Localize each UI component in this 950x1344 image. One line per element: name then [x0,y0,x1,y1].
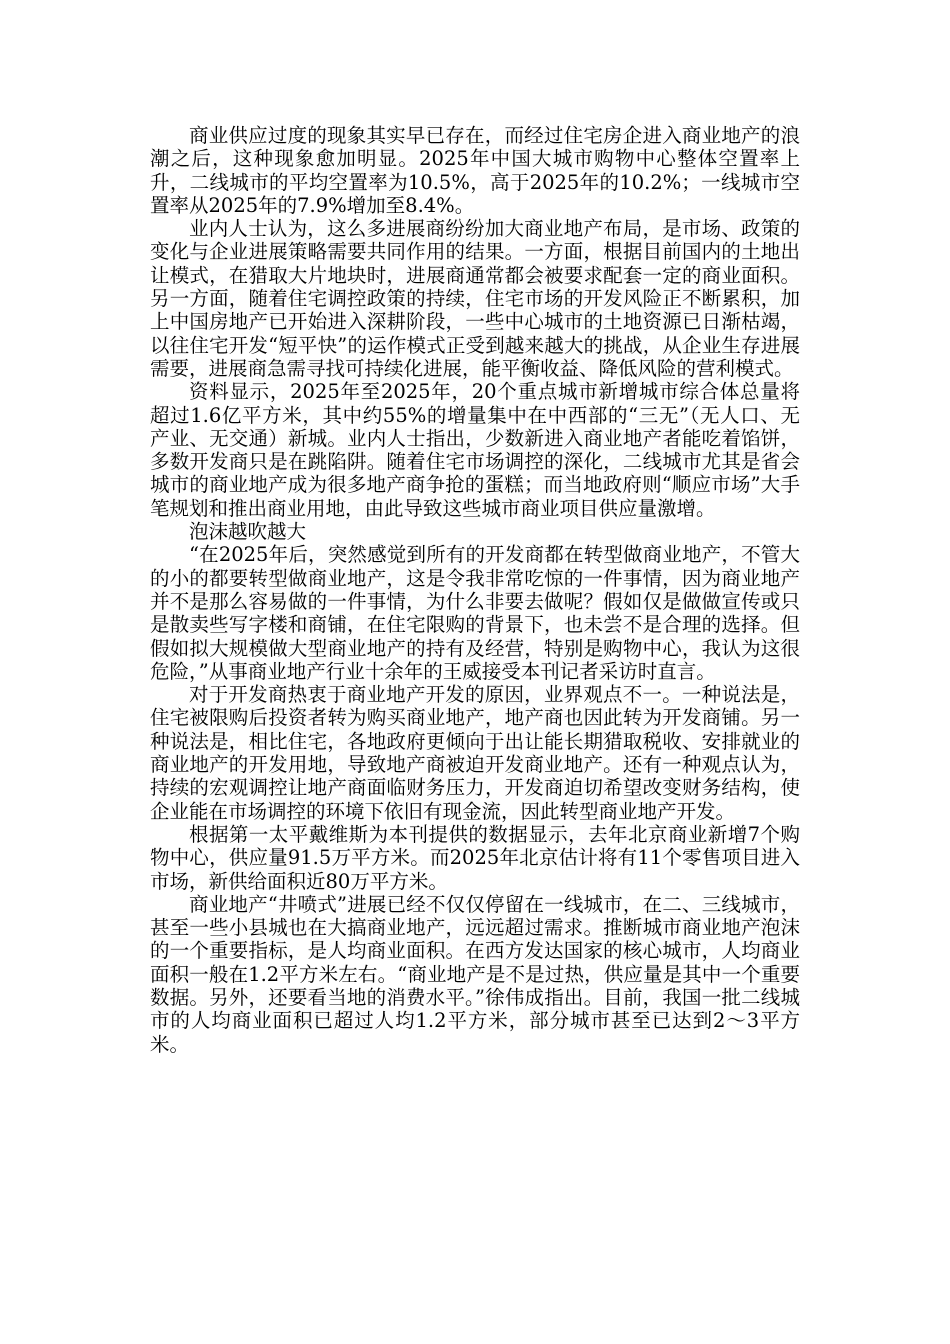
paragraph-reasons: 对于开发商热衷于商业地产开发的原因，业界观点不一。一种说法是，住宅被限购后投资者转为购买商业地产，地产商也因此转为开发商铺。另一种说法是，相比住宅，各地政府更倾向于出让能长期猎取税收、安排就业的商业地产的开发用地，导致地产商被迫开发商业地产。还有一种观点认为，持续的宏观调控让地产商面临财务压力，开发商迫切希望改变财务结构，使企业能在市场调控的环境下依旧有现金流，因此转型商业地产开发。 [150,683,800,823]
section-heading-bubble: 泡沫越吹越大 [189,520,307,544]
paragraph-per-capita-area: 商业地产“井喷式”进展已经不仅仅停留在一线城市，在二、三线城市，甚至一些小县城也在大搞商业地产，远远超过需求。推断城市商业地产泡沫的一个重要指标，是人均商业面积。在西方发达国家的核心城市，人均商业面积一般在1.2平方米左右。“商业地产是不是过热，供应量是其中一个重要数据。另外，还要看当地的消费水平。”徐伟成指出。目前，我国一批二线城市的人均商业面积已超过人均1.2平方米，部分城市甚至已达到2～3平方米。 [150,892,800,1056]
paragraph-industry-view: 业内人士认为，这么多进展商纷纷加大商业地产布局，是市场、政策的变化与企业进展策略需要共同作用的结果。一方面，根据目前国内的土地出让模式，在猎取大片地块时，进展商通常都会被要求配套一定的商业面积。另一方面，随着住宅调控政策的持续，住宅市场的开发风险正不断累积，加上中国房地产已开始进入深耕阶段，一些中心城市的土地资源已日渐枯竭，以往住宅开发“短平快”的运作模式正受到越来越大的挑战，从企业生存进展需要，进展商急需寻找可持续化进展，能平衡收益、降低风险的营利模式。 [150,217,800,380]
paragraph-data-display: 资料显示，2025年至2025年，20个重点城市新增城市综合体总量将超过1.6亿平方米，其中约55%的增量集中在中西部的“三无”（无人口、无产业、无交通）新城。业内人士指出，少数新进入商业地产者能吃着馅饼，多数开发商只是在跳陷阱。随着住宅市场调控的深化，二线城市尤其是省会城市的商业地产成为很多地产商争抢的蛋糕；而当地政府则“顺应市场”大手笔规划和推出商业用地，由此导致这些城市商业项目供应量激增。 [150,380,800,520]
paragraph-quote: “在2025年后，突然感觉到所有的开发商都在转型做商业地产，不管大的小的都要转型做商业地产，这是令我非常吃惊的一件事情，因为商业地产并不是那么容易做的一件事情，为什么非要去做呢？假如仅是做做宣传或只是散卖些写字楼和商铺，在住宅限购的背景下，也未尝不是合理的选择。但假如拟大规模做大型商业地产的持有及经营，特别是购物中心，我认为这很危险，”从事商业地产行业十余年的王威接受本刊记者采访时直言。 [150,543,800,683]
article-body [150,124,800,1056]
paragraph-beijing-supply: 根据第一太平戴维斯为本刊提供的数据显示，去年北京商业新增7个购物中心，供应量91.5万平方米。而2025年北京估计将有11个零售项目进入市场，新供给面积近80万平方米。 [150,822,800,893]
paragraph-vacancy-rate: 商业供应过度的现象其实早已存在，而经过住宅房企进入商业地产的浪潮之后，这种现象愈加明显。2025年中国大城市购物中心整体空置率上升，二线城市的平均空置率为10.5%，高于2025年的10.2%；一线城市空置率从2025年的7.9%增加至8.4%。 [150,124,800,217]
